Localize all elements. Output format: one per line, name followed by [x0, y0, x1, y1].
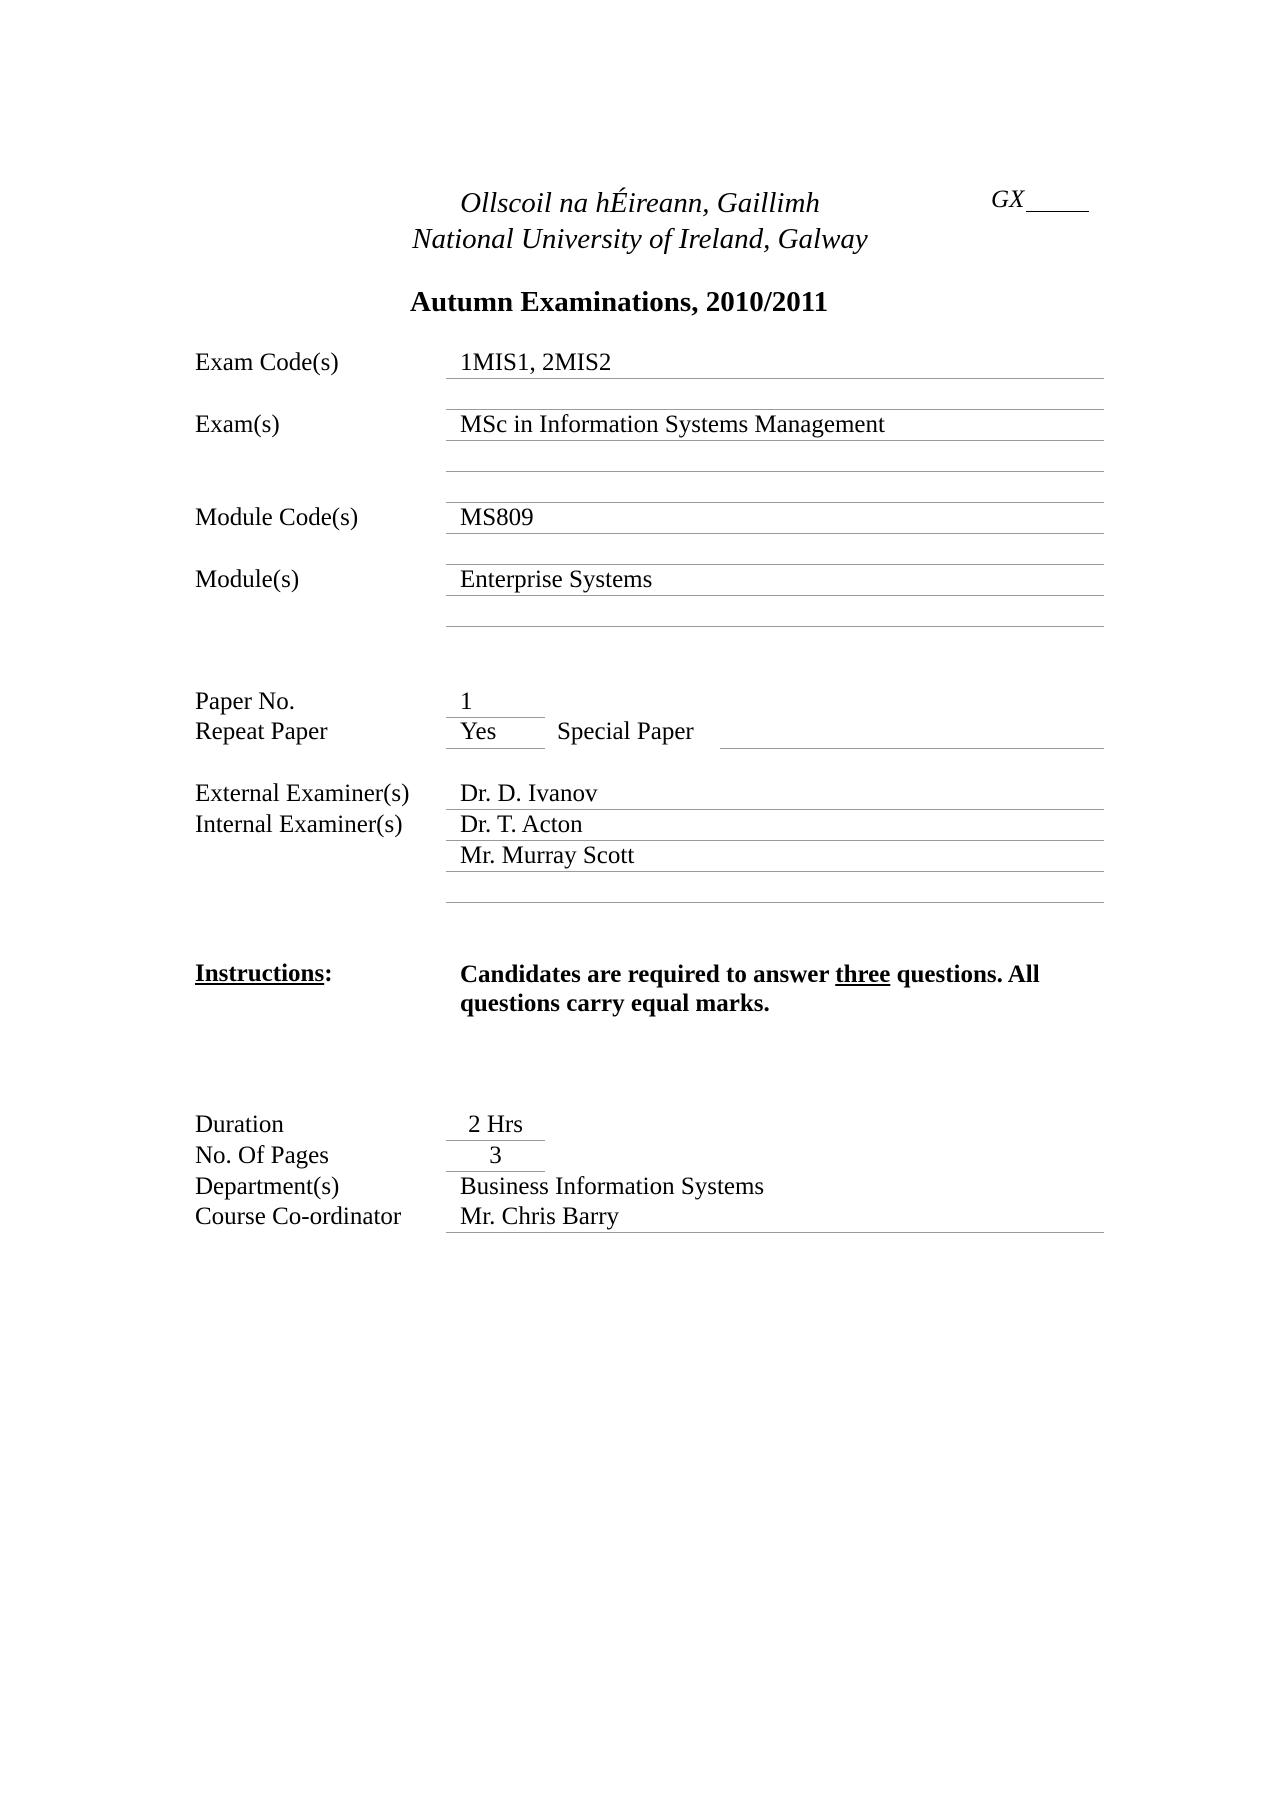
instructions-text-emphasis: three	[835, 961, 891, 988]
internal-examiner-2-value: Mr. Murray Scott	[460, 842, 635, 869]
paper-no-value: 1	[460, 688, 473, 715]
department-value: Business Information Systems	[460, 1173, 765, 1200]
exam-session-title: Autumn Examinations, 2010/2011	[410, 286, 829, 318]
field-rule	[446, 471, 1104, 472]
university-name-irish: Ollscoil na hÉireann, Gaillimh	[460, 187, 820, 219]
paper-no-label: Paper No.	[195, 688, 295, 715]
instructions-text-end: questions. All questions carry equal marks.	[460, 961, 1040, 1017]
module-codes-label: Module Code(s)	[195, 504, 359, 531]
special-paper-label: Special Paper	[557, 718, 694, 745]
field-rule	[446, 871, 1104, 872]
gx-blank-line	[1026, 211, 1089, 212]
field-rule	[446, 502, 1104, 503]
field-rule	[446, 809, 1104, 810]
gx-label: GX	[991, 186, 1025, 213]
instructions-label-text: Instructions	[195, 960, 325, 987]
internal-examiner-1-value: Dr. T. Acton	[460, 811, 583, 838]
internal-examiners-label: Internal Examiner(s)	[195, 811, 403, 838]
field-rule	[446, 1232, 1104, 1233]
field-rule	[446, 409, 1104, 410]
field-rule	[446, 595, 1104, 596]
field-rule	[720, 748, 1104, 749]
pages-value: 3	[489, 1142, 502, 1169]
external-examiners-label: External Examiner(s)	[195, 780, 410, 807]
coordinator-label: Course Co-ordinator	[195, 1203, 402, 1230]
module-codes-value: MS809	[460, 504, 534, 531]
duration-label: Duration	[195, 1111, 284, 1138]
instructions-text-start: Candidates are required to answer	[460, 961, 836, 988]
exams-value: MSc in Information Systems Management	[460, 411, 885, 438]
instructions-text	[460, 960, 1100, 1018]
field-rule	[446, 564, 1104, 565]
field-rule	[446, 626, 1104, 627]
field-rule	[446, 1140, 545, 1141]
repeat-paper-value: Yes	[460, 718, 497, 745]
exams-label: Exam(s)	[195, 411, 280, 438]
exam-codes-label: Exam Code(s)	[195, 349, 339, 376]
repeat-paper-label: Repeat Paper	[195, 718, 328, 745]
duration-value: 2 Hrs	[468, 1111, 523, 1138]
external-examiner-value: Dr. D. Ivanov	[460, 780, 598, 807]
pages-label: No. Of Pages	[195, 1142, 330, 1169]
instructions-label-colon: :	[324, 960, 333, 987]
department-label: Department(s)	[195, 1173, 340, 1200]
field-rule	[446, 533, 1104, 534]
modules-value: Enterprise Systems	[460, 566, 653, 593]
field-rule	[446, 748, 545, 749]
exam-codes-value: 1MIS1, 2MIS2	[460, 349, 612, 376]
field-rule	[446, 378, 1104, 379]
field-rule	[446, 840, 1104, 841]
field-rule	[446, 1171, 545, 1172]
coordinator-value: Mr. Chris Barry	[460, 1203, 620, 1230]
university-name-english: National University of Ireland, Galway	[412, 223, 868, 255]
field-rule	[446, 440, 1104, 441]
field-rule	[446, 902, 1104, 903]
instructions-label	[195, 960, 333, 988]
modules-label: Module(s)	[195, 566, 300, 593]
